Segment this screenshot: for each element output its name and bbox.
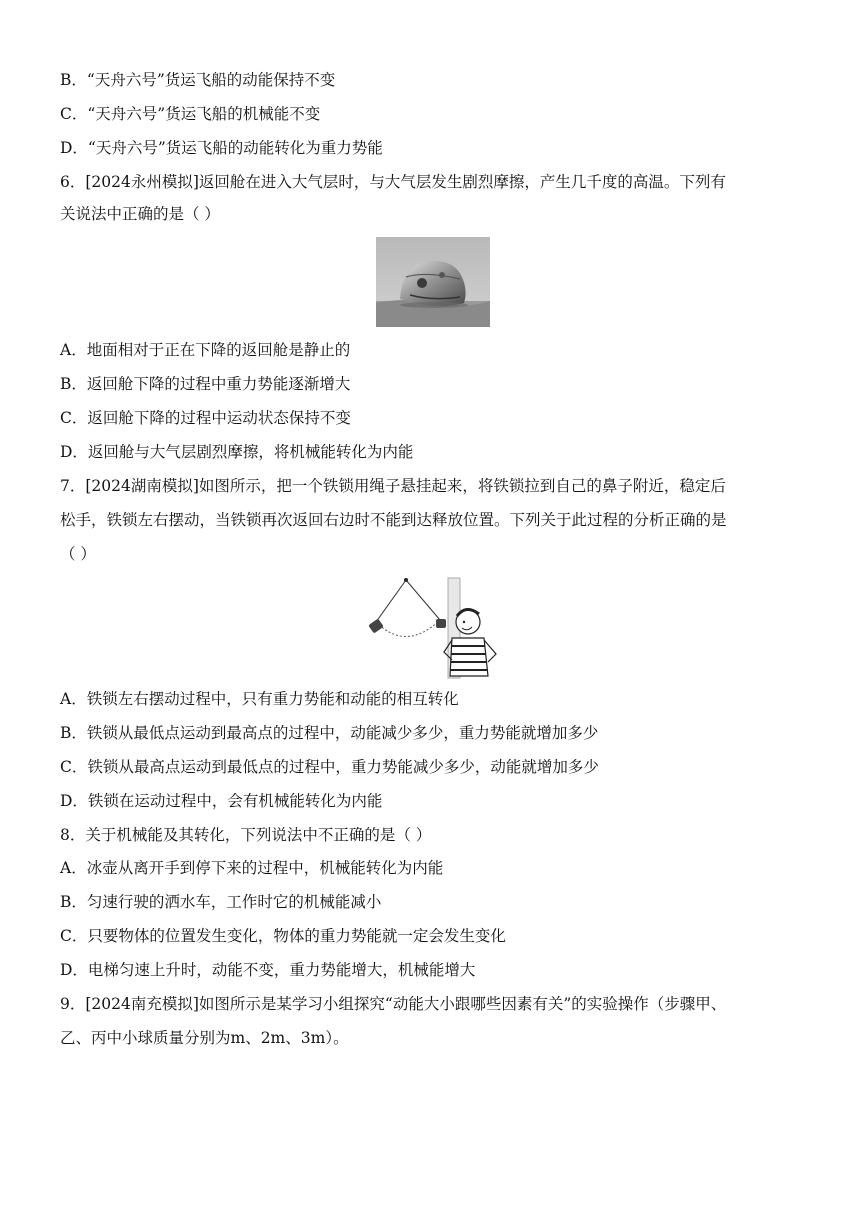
q7-option-d: D．铁锁在运动过程中，会有机械能转化为内能: [60, 792, 383, 810]
q7-option-c: C．铁锁从最高点运动到最低点的过程中，重力势能减少多少，动能就增加多少: [60, 758, 599, 776]
q9-stem-line-2: 乙、丙中小球质量分别为m、2m、3m）。: [60, 1029, 349, 1047]
q5-option-b: B．“天舟六号”货运飞船的动能保持不变: [60, 71, 336, 89]
q6-stem-line-1: 6．[2024永州模拟]返回舱在进入大气层时，与大气层发生剧烈摩擦，产生几千度的高温。下列有: [60, 173, 726, 191]
return-capsule-image: [376, 237, 490, 327]
q7-stem-line-1: 7．[2024湖南模拟]如图所示，把一个铁锁用绳子悬挂起来，将铁锁拉到自己的鼻子附近，稳定后: [60, 477, 726, 495]
q8-option-a: A．冰壶从离开手到停下来的过程中，机械能转化为内能: [60, 859, 444, 877]
q6-stem-line-2: 关说法中正确的是（ ）: [60, 205, 220, 223]
q7-stem-line-3: （ ）: [60, 545, 96, 563]
q8-option-b: B．匀速行驶的洒水车，工作时它的机械能减小: [60, 893, 382, 911]
swinging-lock-image: [366, 576, 500, 680]
q7-option-b: B．铁锁从最低点运动到最高点的过程中，动能减少多少，重力势能就增加多少: [60, 724, 599, 742]
q5-option-d: D．“天舟六号”货运飞船的动能转化为重力势能: [60, 139, 383, 157]
q8-option-c: C．只要物体的位置发生变化，物体的重力势能就一定会发生变化: [60, 927, 506, 945]
q6-option-d: D．返回舱与大气层剧烈摩擦，将机械能转化为内能: [60, 443, 414, 461]
q6-option-a: A．地面相对于正在下降的返回舱是静止的: [60, 341, 351, 359]
q5-option-c: C．“天舟六号”货运飞船的机械能不变: [60, 105, 321, 123]
q7-stem-line-2: 松手，铁锁左右摆动，当铁锁再次返回右边时不能到达释放位置。下列关于此过程的分析正确的是: [60, 511, 727, 529]
q9-stem-line-1: 9．[2024南充模拟]如图所示是某学习小组探究“动能大小跟哪些因素有关”的实验操作（步骤甲、: [60, 995, 727, 1013]
q6-option-b: B．返回舱下降的过程中重力势能逐渐增大: [60, 375, 351, 393]
q6-option-c: C．返回舱下降的过程中运动状态保持不变: [60, 409, 351, 427]
q8-option-d: D．电梯匀速上升时，动能不变，重力势能增大，机械能增大: [60, 961, 476, 979]
q7-option-a: A．铁锁左右摆动过程中，只有重力势能和动能的相互转化: [60, 690, 459, 708]
q8-stem: 8．关于机械能及其转化，下列说法中不正确的是（ ）: [60, 826, 432, 844]
